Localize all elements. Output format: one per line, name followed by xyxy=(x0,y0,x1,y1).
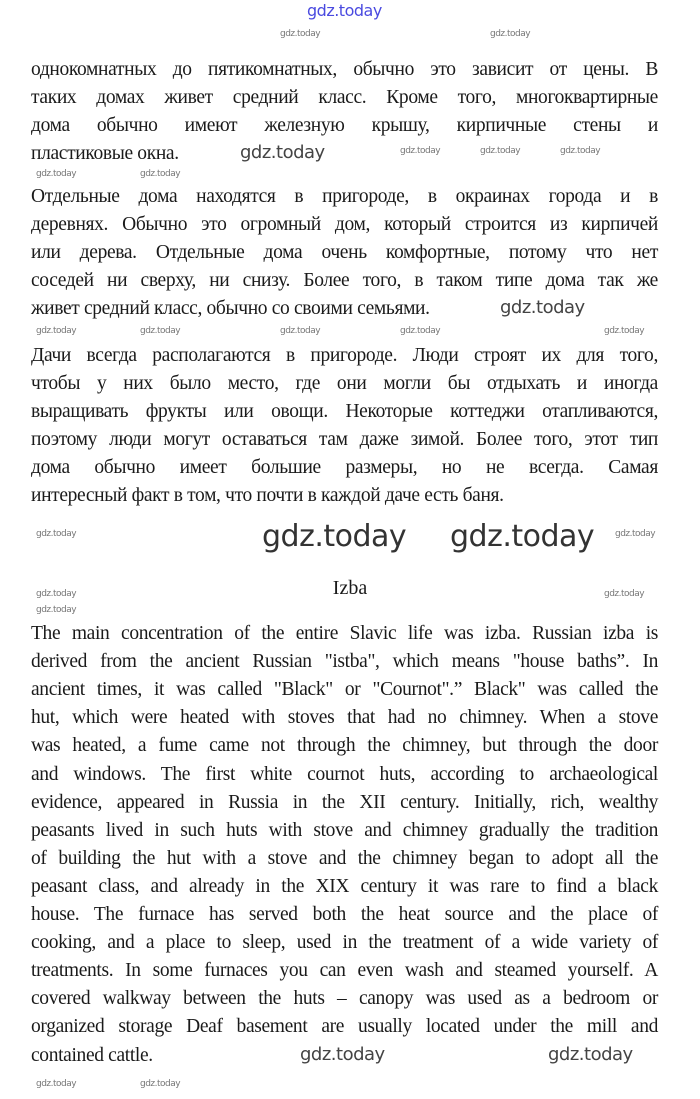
watermark: gdz.today xyxy=(400,146,441,156)
text-line: treatments. In some furnaces you can even wash and steamed yourself. A xyxy=(31,960,658,981)
text-line: was heated, a fume came not through the chimney, but through the door xyxy=(31,735,658,756)
watermark: gdz.today xyxy=(400,326,441,336)
text-line: Дачи всегда располагаются в пригороде. Люди строят их для того, xyxy=(31,345,658,366)
text-line: соседей ни сверху, ни снизу. Более того, в таком типе дома так же xyxy=(31,270,658,291)
text-line: интересный факт в том, что почти в каждой даче есть баня. xyxy=(31,485,504,506)
text-line: таких домах живет средний класс. Кроме того, многоквартирные xyxy=(31,87,658,108)
text-line: пластиковые окна. xyxy=(31,143,179,164)
watermark: gdz.today xyxy=(240,142,325,163)
watermark: gdz.today xyxy=(604,589,645,599)
watermark: gdz.today xyxy=(300,1044,385,1065)
watermark: gdz.today xyxy=(604,326,645,336)
watermark: gdz.today xyxy=(450,519,595,554)
text-line: дома обычно имеют железную крышу, кирпичные стены и xyxy=(31,115,658,136)
watermark: gdz.today xyxy=(36,589,77,599)
text-line: peasants lived in such huts with stove and chimney gradually the tradition xyxy=(31,820,658,841)
text-line: ancient times, it was called "Black" or "Cournot".” Black" was called the xyxy=(31,679,658,700)
text-line: of building the hut with a stove and the chimney began to adopt all the xyxy=(31,848,658,869)
text-line: The main concentration of the entire Slavic life was izba. Russian izba is xyxy=(31,623,658,644)
watermark: gdz.today xyxy=(36,605,77,615)
watermark: gdz.today xyxy=(490,29,531,39)
text-line: and windows. The first white cournot huts, according to archaeological xyxy=(31,764,658,785)
watermark: gdz.today xyxy=(36,529,77,539)
text-line: дома обычно имеет большие размеры, но не всегда. Самая xyxy=(31,457,658,478)
text-line: выращивать фрукты или овощи. Некоторые коттеджи отапливаются, xyxy=(31,401,658,422)
text-line: живет средний класс, обычно со своими семьями. xyxy=(31,298,430,319)
text-line: или дерева. Отдельные дома очень комфортные, потому что нет xyxy=(31,242,658,263)
text-line: hut, which were heated with stoves that had no chimney. When a stove xyxy=(31,707,658,728)
watermark: gdz.today xyxy=(280,29,321,39)
watermark: gdz.today xyxy=(36,169,77,179)
text-line: organized storage Deaf basement are usually located under the mill and xyxy=(31,1016,658,1037)
text-line: cooking, and a place to sleep, used in the treatment of a wide variety of xyxy=(31,932,658,953)
watermark: gdz.today xyxy=(548,1044,633,1065)
watermark: gdz.today xyxy=(280,326,321,336)
text-line: чтобы у них было место, где они могли бы отдыхать и иногда xyxy=(31,373,658,394)
text-line: однокомнатных до пятикомнатных, обычно это зависит от цены. В xyxy=(31,59,658,80)
watermark: gdz.today xyxy=(36,326,77,336)
text-line: derived from the ancient Russian "istba", which means "house baths”. In xyxy=(31,651,658,672)
text-line: house. The furnace has served both the heat source and the place of xyxy=(31,904,658,925)
text-line: evidence, appeared in Russia in the XII century. Initially, rich, wealthy xyxy=(31,792,658,813)
watermark: gdz.today xyxy=(307,1,382,20)
text-line: contained cattle. xyxy=(31,1045,153,1066)
text-line: поэтому люди могут оставаться там даже зимой. Более того, этот тип xyxy=(31,429,658,450)
watermark: gdz.today xyxy=(140,326,181,336)
watermark: gdz.today xyxy=(480,146,521,156)
watermark: gdz.today xyxy=(560,146,601,156)
watermark: gdz.today xyxy=(262,519,407,554)
watermark: gdz.today xyxy=(140,1079,181,1089)
text-line: деревнях. Обычно это огромный дом, который строится из кирпичей xyxy=(31,214,658,235)
watermark: gdz.today xyxy=(140,169,181,179)
watermark: gdz.today xyxy=(500,297,585,318)
text-line: covered walkway between the huts – canopy was used as a bedroom or xyxy=(31,988,658,1009)
watermark: gdz.today xyxy=(615,529,656,539)
text-line: peasant class, and already in the XIX century it was rare to find a black xyxy=(31,876,658,897)
section-title: Izba xyxy=(332,577,368,599)
text-line: Отдельные дома находятся в пригороде, в окраинах города и в xyxy=(31,186,658,207)
watermark: gdz.today xyxy=(36,1079,77,1089)
